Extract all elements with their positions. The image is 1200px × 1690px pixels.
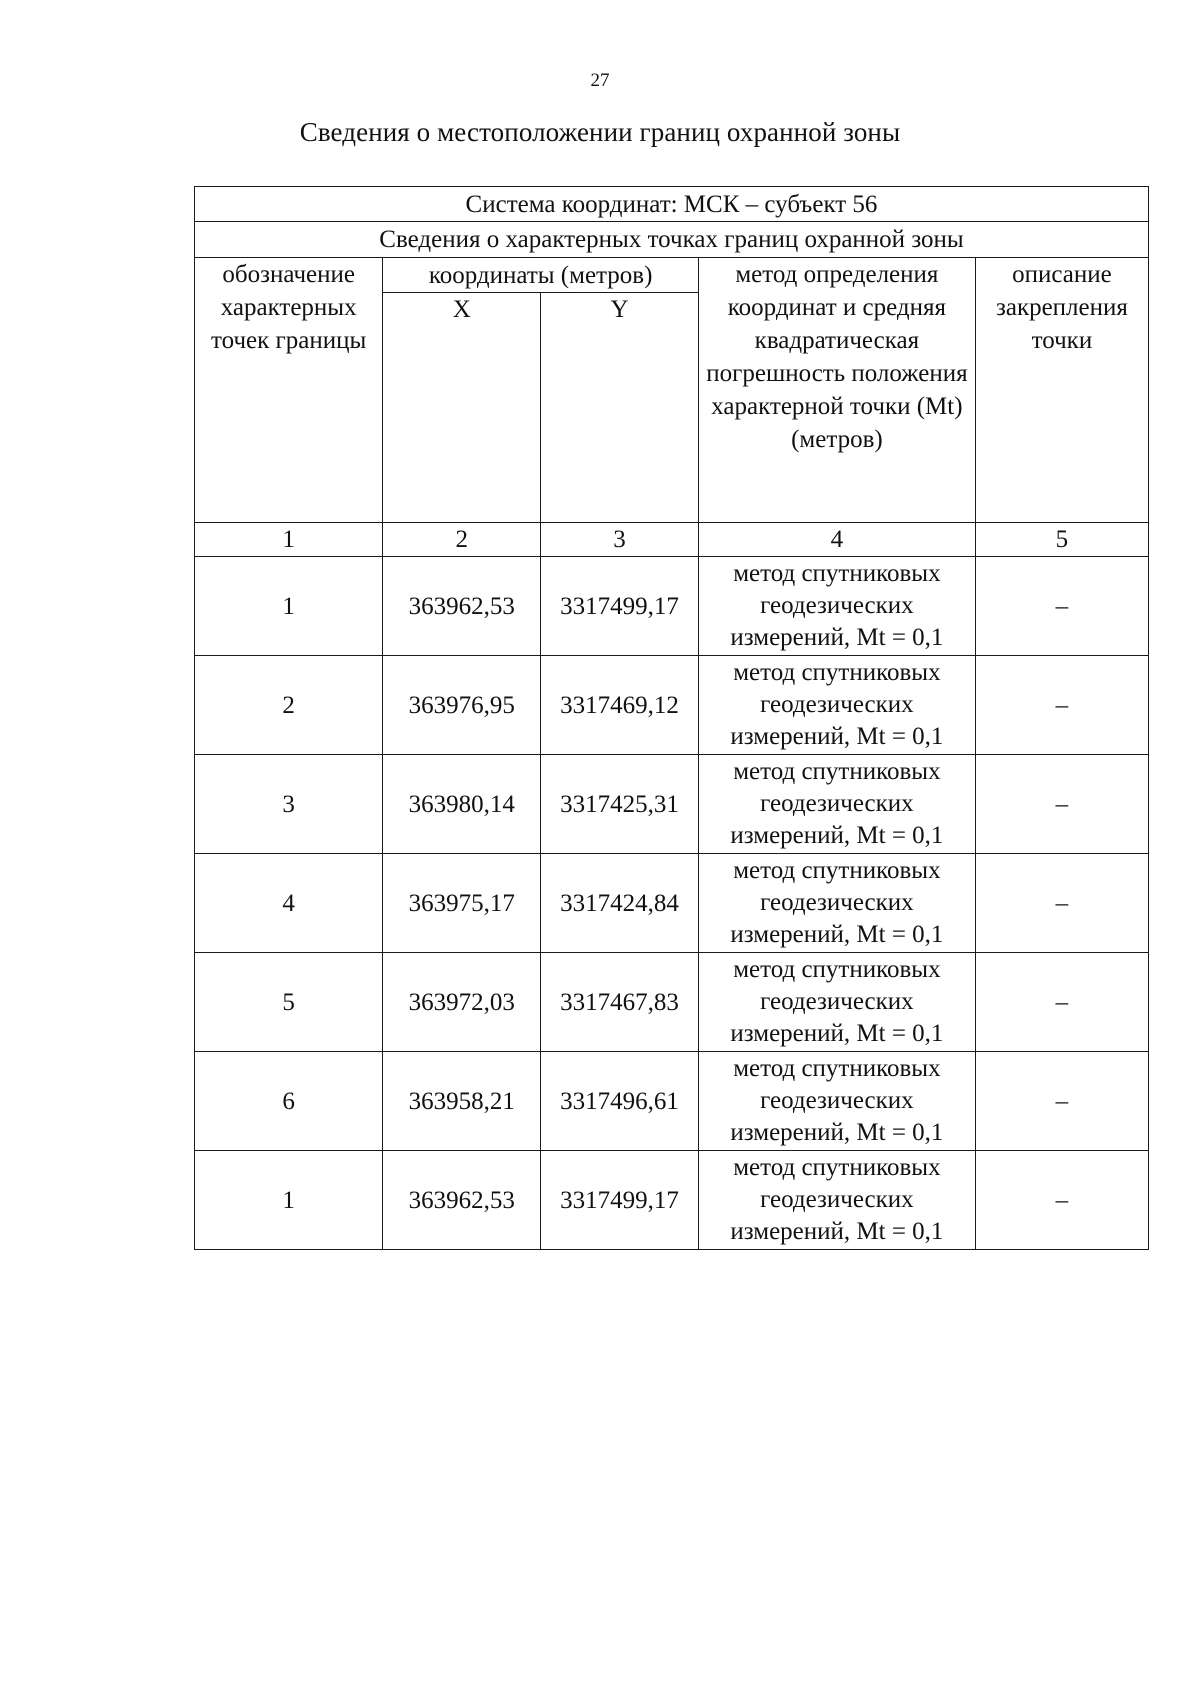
header-y: Y — [541, 293, 699, 523]
y-coordinate: 3317496,61 — [541, 1052, 699, 1151]
method-description: метод спутниковых геодезических измерений, Mt = 0,1 — [698, 953, 975, 1052]
table-caption-cell: Сведения о характерных точках границ охранной зоны — [195, 222, 1149, 258]
x-coordinate: 363976,95 — [383, 656, 541, 755]
header-method: метод определения координат и средняя квадратическая погрешность положения характерной точки (Mt) (метров) — [698, 258, 975, 523]
method-description: метод спутниковых геодезических измерений, Mt = 0,1 — [698, 557, 975, 656]
fixation-description: – — [975, 1151, 1148, 1250]
column-numbers-row — [195, 523, 1149, 557]
table-row — [195, 953, 1149, 1052]
point-designation: 1 — [195, 1151, 383, 1250]
x-coordinate: 363980,14 — [383, 755, 541, 854]
x-coordinate: 363962,53 — [383, 557, 541, 656]
coordinate-system-row — [195, 187, 1149, 222]
point-designation: 3 — [195, 755, 383, 854]
coordinate-system-cell: Система координат: МСК – субъект 56 — [195, 187, 1149, 222]
point-designation: 2 — [195, 656, 383, 755]
fixation-description: – — [975, 854, 1148, 953]
column-number: 4 — [698, 523, 975, 557]
x-coordinate: 363958,21 — [383, 1052, 541, 1151]
method-description: метод спутниковых геодезических измерений, Mt = 0,1 — [698, 755, 975, 854]
column-number: 3 — [541, 523, 699, 557]
table-row — [195, 755, 1149, 854]
y-coordinate: 3317499,17 — [541, 557, 699, 656]
table-row — [195, 854, 1149, 953]
method-description: метод спутниковых геодезических измерений, Mt = 0,1 — [698, 1151, 975, 1250]
y-coordinate: 3317499,17 — [541, 1151, 699, 1250]
header-description: описание закрепления точки — [975, 258, 1148, 523]
page-number: 27 — [590, 70, 610, 91]
point-designation: 1 — [195, 557, 383, 656]
y-coordinate: 3317425,31 — [541, 755, 699, 854]
header-x: X — [383, 293, 541, 523]
table-row — [195, 1151, 1149, 1250]
fixation-description: – — [975, 656, 1148, 755]
y-coordinate: 3317467,83 — [541, 953, 699, 1052]
column-number: 1 — [195, 523, 383, 557]
x-coordinate: 363975,17 — [383, 854, 541, 953]
fixation-description: – — [975, 755, 1148, 854]
fixation-description: – — [975, 953, 1148, 1052]
boundary-points-table — [194, 186, 1149, 1250]
point-designation: 4 — [195, 854, 383, 953]
y-coordinate: 3317424,84 — [541, 854, 699, 953]
fixation-description: – — [975, 557, 1148, 656]
method-description: метод спутниковых геодезических измерений, Mt = 0,1 — [698, 656, 975, 755]
column-number: 5 — [975, 523, 1148, 557]
y-coordinate: 3317469,12 — [541, 656, 699, 755]
column-number: 2 — [383, 523, 541, 557]
method-description: метод спутниковых геодезических измерений, Mt = 0,1 — [698, 854, 975, 953]
header-designation: обозначение характерных точек границы — [195, 258, 383, 523]
point-designation: 5 — [195, 953, 383, 1052]
table-row — [195, 1052, 1149, 1151]
header-row — [195, 258, 1149, 293]
document-title: Сведения о местоположении границ охранной зоны — [299, 117, 901, 147]
table-row — [195, 656, 1149, 755]
x-coordinate: 363972,03 — [383, 953, 541, 1052]
fixation-description: – — [975, 1052, 1148, 1151]
method-description: метод спутниковых геодезических измерений, Mt = 0,1 — [698, 1052, 975, 1151]
header-coordinates: координаты (метров) — [383, 258, 699, 293]
table-row — [195, 557, 1149, 656]
x-coordinate: 363962,53 — [383, 1151, 541, 1250]
point-designation: 6 — [195, 1052, 383, 1151]
table-caption-row — [195, 222, 1149, 258]
